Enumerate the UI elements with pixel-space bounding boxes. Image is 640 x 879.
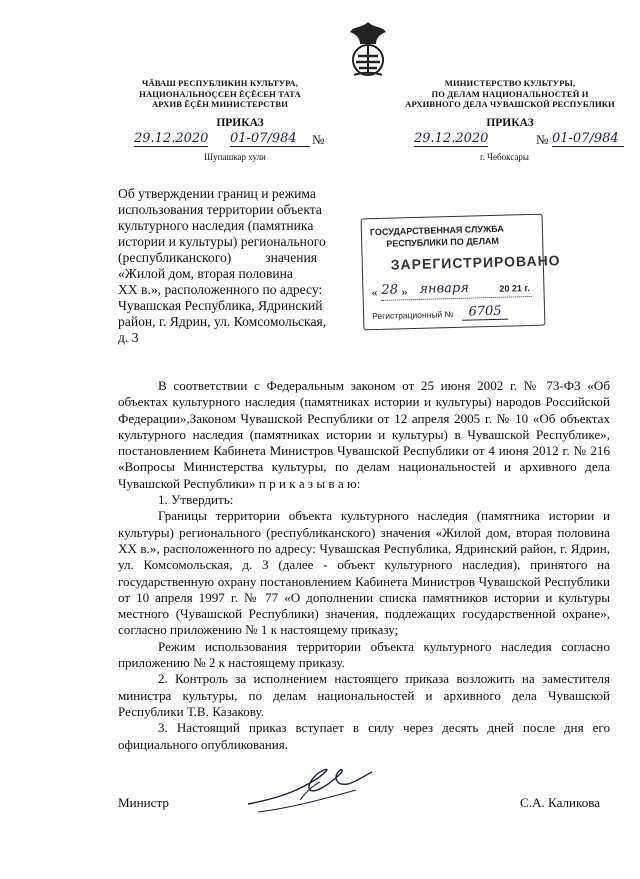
stamp-line-2: РЕСПУБЛИКИ ПО ДЕЛАМ bbox=[386, 235, 500, 249]
order-body bbox=[118, 378, 610, 753]
subject-line-3: культурного наследия (памятника bbox=[118, 218, 314, 233]
stamp-date-open-quote: « bbox=[371, 284, 378, 300]
coat-of-arms-emblem bbox=[344, 20, 392, 80]
stamp-line-1: ГОСУДАРСТВЕННАЯ СЛУЖБА bbox=[369, 223, 504, 238]
number-sign-russian: № bbox=[536, 132, 549, 147]
stamp-year: 20 21 г. bbox=[499, 282, 530, 294]
subject-line-2: использования территории объекта bbox=[118, 202, 322, 217]
registration-stamp bbox=[361, 214, 561, 331]
subject-line-10: д. 3 bbox=[118, 330, 139, 345]
ministry-name-russian bbox=[400, 78, 620, 110]
item-3-paragraph: 3. Настоящий приказ вступает в силу через десять дней после дня его официального опубликования. bbox=[118, 720, 610, 752]
order-number-russian: 01-07/984 bbox=[552, 131, 624, 147]
city-russian: г. Чебоксары bbox=[480, 152, 529, 162]
order-title-chuvash: ПРИКАЗ bbox=[216, 117, 264, 129]
item-1-boundaries-paragraph: Границы территории объекта культурного наследия (памятника истории и культуры) регионального (республиканского) значения «Жилой дом, вторая половина XX в.», расположенного по адресу: Чувашская Республика, Ядринский район, г. Ядрин, ул. Комсомольская, д. 3 (далее - объект культурного наследия), принятого на государственную охрану постановлением Кабинета Министров Чувашской Республики от 10 апреля 1997 г. № 77 «О дополнении списка памятников истории и культуры местного (Чувашской Республики) значения, подлежащих государственной охране», согласно приложению № 1 к настоящему приказу; bbox=[118, 508, 610, 638]
number-sign-chuvash: № bbox=[312, 132, 325, 147]
stamp-date-close-quote: » bbox=[401, 284, 408, 299]
signature-name: С.А. Каликова bbox=[520, 795, 601, 810]
order-date-russian: 29.12.2020 bbox=[414, 131, 489, 146]
signature-position: Министр bbox=[118, 795, 169, 810]
handwritten-signature bbox=[240, 760, 380, 820]
item-1-regime-paragraph: Режим использования территории объекта культурного наследия согласно приложению № 2 к настоящему приказу. bbox=[118, 638, 610, 671]
stamp-reg-label: Регистрационный № bbox=[371, 308, 454, 322]
order-date-number-russian bbox=[410, 131, 630, 151]
city-chuvash: Шупашкар хули bbox=[204, 152, 266, 162]
stamp-registered: ЗАРЕГИСТРИРОВАНО bbox=[390, 252, 561, 273]
subject-line-8: Чувашская Республика, Ядринский bbox=[118, 298, 323, 313]
ministry-name-russian-line-3: АРХИВНОГО ДЕЛА ЧУВАШСКОЙ РЕСПУБЛИКИ bbox=[405, 99, 615, 109]
item-1-heading: 1. Утвердить: bbox=[158, 492, 234, 508]
order-date-number-chuvash bbox=[130, 131, 350, 151]
ministry-name-chuvash-line-2: НАЦИОНАЛЬНОÇСЕН ĔÇĔСЕН ТАТА bbox=[139, 88, 301, 99]
item-2-paragraph: 2. Контроль за исполнением настоящего приказа возложить на заместителя министра культуры, по делам национальностей и архивного дела Чувашской Республики Т.В. Казакову. bbox=[118, 671, 610, 719]
preamble-paragraph: В соответствии с Федеральным законом от 25 июня 2002 г. № 73-ФЗ «Об объектах культурного наследия (памятниках истории и культуры) народов Российской Федерации»,Законом Чувашской Республики от 12 апреля 2005 г. № 10 «Об объектах культурного наследия (памятниках истории и культуры) в Чувашской Республике», постановлением Кабинета Министров Чувашской Республики от 4 июня 2012 г. № 216 «Вопросы Министерства культуры, по делам национальностей и архивного дела Чувашской Республики» п р и к а з ы в а ю: bbox=[118, 378, 610, 491]
ministry-name-chuvash bbox=[120, 78, 320, 110]
ministry-name-chuvash-line-1: ЧĂВАШ РЕСПУБЛИКИН КУЛЬТУРА, bbox=[142, 78, 298, 88]
ministry-name-russian-line-1: МИНИСТЕРСТВО КУЛЬТУРЫ, bbox=[444, 78, 576, 88]
stamp-day: 28 bbox=[381, 282, 399, 298]
order-date-chuvash: 29.12.2020 bbox=[134, 131, 209, 146]
order-number-chuvash: 01-07/984 bbox=[230, 131, 310, 147]
subject-line-6: «Жилой дом, вторая половина bbox=[118, 266, 293, 281]
order-subject bbox=[118, 186, 346, 346]
stamp-month: января bbox=[419, 280, 470, 297]
subject-line-7: XX в.», расположенного по адресу: bbox=[118, 282, 323, 297]
subject-line-4: истории и культуры) регионального bbox=[118, 234, 326, 249]
order-title-russian: ПРИКАЗ bbox=[486, 117, 534, 129]
subject-line-1: Об утверждении границ и режима bbox=[118, 186, 316, 201]
stamp-reg-number: 6705 bbox=[462, 304, 508, 321]
ministry-name-russian-line-2: ПО ДЕЛАМ НАЦИОНАЛЬНОСТЕЙ И bbox=[431, 88, 589, 99]
ministry-name-chuvash-line-3: АРХИВ ĔÇĔН МИНИСТЕРСТВИ bbox=[151, 99, 289, 109]
subject-line-5: (республиканского) значения bbox=[118, 250, 318, 265]
subject-line-9: район, г. Ядрин, ул. Комсомольская, bbox=[118, 314, 327, 329]
